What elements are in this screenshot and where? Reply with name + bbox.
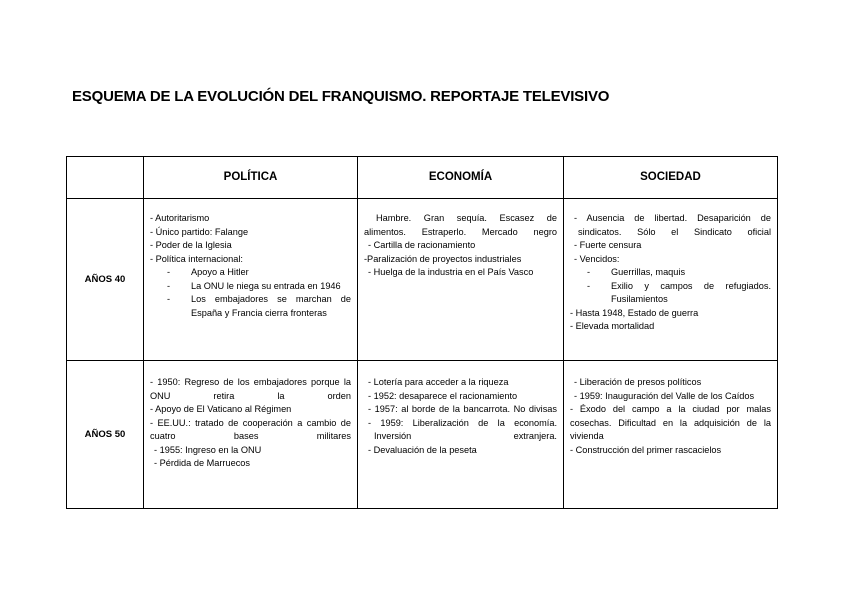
header-economia: ECONOMÍA [358,157,564,199]
list-item: - Construcción del primer rascacielos [570,444,722,455]
list-item: -Paralización de proyectos industriales [364,253,522,264]
header-politica: POLÍTICA [144,157,358,199]
list-item: - Autoritarismo [150,213,210,223]
sub-list-item: - Apoyo a Hitler [167,267,249,277]
sub-list-item: - La ONU le niega su entrada en 1946 [167,280,341,291]
list-item: - Éxodo del campo a la ciudad por malas cosechas. Dificultad en la adquisición de la vivienda [570,404,771,441]
list-item: - 1950: Regreso de los embajadores porque la ONU retira la orden [150,377,351,401]
row-label-anos-50: AÑOS 50 [67,361,144,509]
list-item: - 1952: desaparece el racionamiento [368,390,518,401]
cell-40-politica [144,199,358,361]
list-item: - EE.UU.: tratado de cooperación a cambio de cuatro bases militares [150,417,351,441]
sub-list-item: - Exilio y campos de refugiados. Fusilamientos [587,280,771,304]
cell-50-economia [358,361,564,509]
cell-50-politica [144,361,358,509]
list-item: - Elevada mortalidad [570,321,655,331]
table-row-anos-40 [67,199,778,361]
list-item: - Devaluación de la peseta [368,444,477,455]
list-item: - Hasta 1948, Estado de guerra [570,307,699,318]
list-item: - Apoyo de El Vaticano al Régimen [150,404,292,414]
list-item: - Poder de la Iglesia [150,240,232,250]
list-item: - Política internacional: [150,253,243,264]
list-item: - Vencidos: [574,253,620,264]
list-item: Hambre. Gran sequía. Escasez de alimentos. Estraperlo. Mercado negro [364,213,557,237]
list-item: - 1957: al borde de la bancarrota. No divisas [368,404,557,414]
list-item: - Ausencia de libertad. Desaparición de sindicatos. Sólo el Sindicato oficial [574,213,771,237]
list-item: - Huelga de la industria en el País Vasco [368,267,534,277]
list-item: - Cartilla de racionamiento [368,240,476,250]
page-title: ESQUEMA DE LA EVOLUCIÓN DEL FRANQUISMO. REPORTAJE TELEVISIVO [72,88,610,105]
list-item: - Liberación de presos políticos [574,377,702,387]
row-label-anos-40: AÑOS 40 [67,199,144,361]
list-item: - Fuerte censura [574,240,642,250]
list-item: - 1955: Ingreso en la ONU [154,444,262,455]
cell-40-sociedad [564,199,778,361]
sub-list-item: - Los embajadores se marchan de España y Francia cierra fronteras [167,294,351,318]
list-item: - Pérdida de Marruecos [154,458,251,468]
table-row-anos-50 [67,361,778,509]
evolution-table [66,156,778,509]
list-item: - Lotería para acceder a la riqueza [368,377,509,387]
list-item: - Único partido: Falange [150,226,249,237]
list-item: - 1959: Inauguración del Valle de los Caídos [574,390,755,401]
cell-40-economia [358,199,564,361]
table-header-row [67,157,778,199]
header-empty-cell [67,157,144,199]
header-sociedad: SOCIEDAD [564,157,778,199]
sub-list-item: - Guerrillas, maquis [587,267,686,277]
list-item: - 1959: Liberalización de la economía. Inversión extranjera. [368,417,557,441]
cell-50-sociedad [564,361,778,509]
